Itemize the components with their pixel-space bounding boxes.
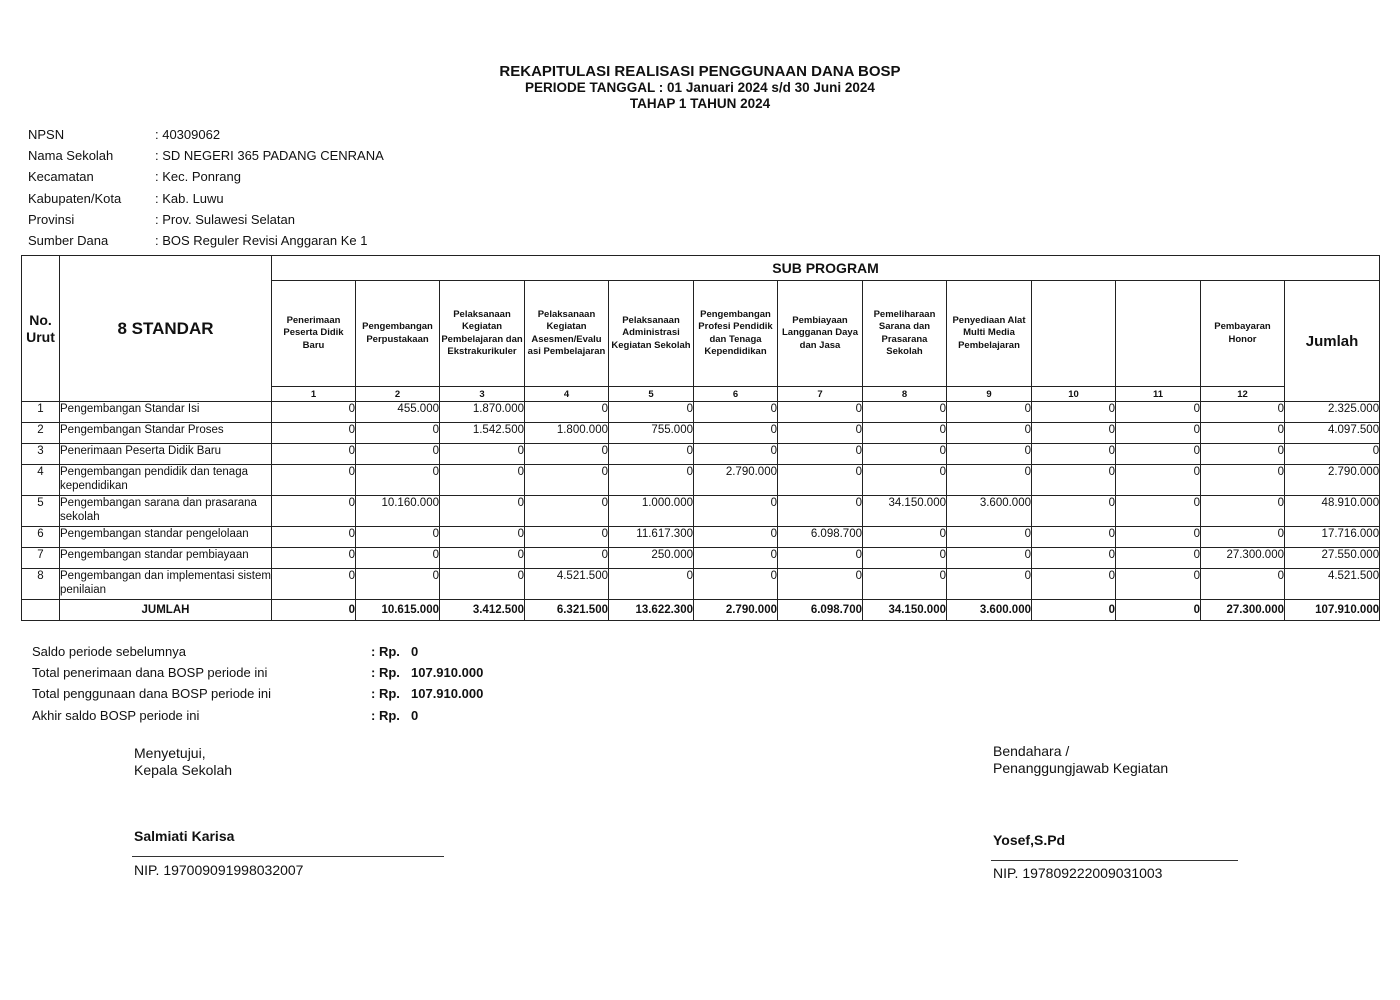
column-header-7: Pembiayaan Langganan Daya dan Jasa bbox=[778, 281, 863, 387]
table-row bbox=[22, 527, 1380, 548]
row-value: 0 bbox=[863, 527, 947, 548]
row-value: 1.542.500 bbox=[440, 423, 525, 444]
column-header-10 bbox=[1032, 281, 1116, 387]
row-standard: Pengembangan standar pengelolaan bbox=[60, 527, 272, 548]
info-value: : BOS Reguler Revisi Anggaran Ke 1 bbox=[155, 233, 368, 249]
row-value: 0 bbox=[947, 465, 1032, 496]
summary-row bbox=[32, 641, 483, 662]
signature-line bbox=[132, 856, 444, 857]
info-row bbox=[28, 145, 384, 166]
table-total-row bbox=[22, 600, 1380, 621]
table-row bbox=[22, 444, 1380, 465]
signature-principal bbox=[134, 745, 444, 885]
row-value: 0 bbox=[1201, 444, 1285, 465]
row-standard: Pengembangan pendidik dan tenaga kependidikan bbox=[60, 465, 272, 496]
row-value: 0 bbox=[1116, 465, 1201, 496]
row-value: 0 bbox=[356, 465, 440, 496]
row-total: 2.325.000 bbox=[1285, 402, 1380, 423]
row-value: 0 bbox=[1201, 527, 1285, 548]
column-number-8: 8 bbox=[863, 387, 947, 402]
signature-role-line1: Menyetujui, bbox=[134, 745, 206, 761]
row-standard: Penerimaan Peserta Didik Baru bbox=[60, 444, 272, 465]
column-number-2: 2 bbox=[356, 387, 440, 402]
row-total: 4.097.500 bbox=[1285, 423, 1380, 444]
column-number-6: 6 bbox=[694, 387, 778, 402]
row-value: 0 bbox=[1032, 569, 1116, 600]
report-header bbox=[0, 63, 1400, 112]
row-value: 11.617.300 bbox=[609, 527, 694, 548]
row-value: 0 bbox=[440, 496, 525, 527]
row-value: 455.000 bbox=[356, 402, 440, 423]
signature-role-line2: Penanggungjawab Kegiatan bbox=[993, 760, 1169, 776]
row-value: 0 bbox=[1116, 444, 1201, 465]
column-number-4: 4 bbox=[525, 387, 609, 402]
total-value: 27.300.000 bbox=[1201, 600, 1285, 621]
row-value: 0 bbox=[525, 402, 609, 423]
grand-total: 107.910.000 bbox=[1285, 600, 1380, 621]
school-info bbox=[28, 124, 384, 251]
row-value: 0 bbox=[863, 569, 947, 600]
row-value: 0 bbox=[356, 423, 440, 444]
balance-summary bbox=[32, 641, 483, 726]
row-value: 0 bbox=[525, 465, 609, 496]
total-value: 6.098.700 bbox=[778, 600, 863, 621]
table-row bbox=[22, 569, 1380, 600]
row-value: 0 bbox=[778, 402, 863, 423]
column-number-12: 12 bbox=[1201, 387, 1285, 402]
summary-label: Saldo periode sebelumnya bbox=[32, 644, 186, 660]
column-header-9: Penyediaan Alat Multi Media Pembelajaran bbox=[947, 281, 1032, 387]
row-value: 0 bbox=[863, 444, 947, 465]
column-header-4: Pelaksanaan Kegiatan Asesmen/Evalu asi Pembelajaran bbox=[525, 281, 609, 387]
total-value: 34.150.000 bbox=[863, 600, 947, 621]
signature-role-line1: Bendahara / bbox=[993, 743, 1070, 759]
header-jumlah: Jumlah bbox=[1285, 281, 1380, 402]
row-value: 0 bbox=[778, 548, 863, 569]
info-value: : 40309062 bbox=[155, 127, 221, 143]
row-value: 0 bbox=[272, 465, 356, 496]
row-value: 0 bbox=[356, 569, 440, 600]
summary-value: 107.910.000 bbox=[411, 665, 484, 681]
row-value: 6.098.700 bbox=[778, 527, 863, 548]
row-value: 0 bbox=[1116, 496, 1201, 527]
row-value: 0 bbox=[694, 423, 778, 444]
row-value: 0 bbox=[440, 548, 525, 569]
row-value: 0 bbox=[525, 548, 609, 569]
row-value: 0 bbox=[272, 548, 356, 569]
summary-value: 0 bbox=[411, 644, 419, 660]
row-value: 0 bbox=[1032, 423, 1116, 444]
row-standard: Pengembangan Standar Proses bbox=[60, 423, 272, 444]
column-header-11 bbox=[1116, 281, 1201, 387]
column-number-5: 5 bbox=[609, 387, 694, 402]
summary-currency: : Rp. bbox=[371, 644, 400, 660]
total-row-number bbox=[22, 600, 60, 621]
summary-label: Total penerimaan dana BOSP periode ini bbox=[32, 665, 268, 681]
row-number: 8 bbox=[22, 569, 60, 600]
row-total: 48.910.000 bbox=[1285, 496, 1380, 527]
row-value: 0 bbox=[1032, 465, 1116, 496]
row-value: 0 bbox=[863, 423, 947, 444]
summary-label: Total penggunaan dana BOSP periode ini bbox=[32, 686, 272, 702]
row-value: 0 bbox=[1116, 402, 1201, 423]
header-8-standar: 8 STANDAR bbox=[60, 256, 272, 402]
row-value: 0 bbox=[694, 527, 778, 548]
row-value: 0 bbox=[525, 527, 609, 548]
total-value: 3.600.000 bbox=[947, 600, 1032, 621]
info-row bbox=[28, 188, 384, 209]
column-header-1: Penerimaan Peserta Didik Baru bbox=[272, 281, 356, 387]
row-value: 0 bbox=[440, 527, 525, 548]
info-row bbox=[28, 166, 384, 187]
total-value: 13.622.300 bbox=[609, 600, 694, 621]
column-number-1: 1 bbox=[272, 387, 356, 402]
row-value: 0 bbox=[863, 548, 947, 569]
column-number-10: 10 bbox=[1032, 387, 1116, 402]
row-value: 0 bbox=[694, 569, 778, 600]
table-row bbox=[22, 496, 1380, 527]
column-header-2: Pengembangan Perpustakaan bbox=[356, 281, 440, 387]
info-label: Kabupaten/Kota bbox=[28, 190, 122, 206]
row-value: 1.800.000 bbox=[525, 423, 609, 444]
row-value: 4.521.500 bbox=[525, 569, 609, 600]
summary-row bbox=[32, 705, 483, 726]
row-value: 0 bbox=[947, 527, 1032, 548]
row-value: 0 bbox=[1032, 527, 1116, 548]
row-value: 0 bbox=[272, 496, 356, 527]
row-number: 1 bbox=[22, 402, 60, 423]
row-value: 0 bbox=[947, 548, 1032, 569]
row-value: 0 bbox=[1032, 402, 1116, 423]
signature-name: Salmiati Karisa bbox=[134, 828, 235, 844]
row-value: 0 bbox=[778, 423, 863, 444]
total-value: 0 bbox=[1032, 600, 1116, 621]
table-row bbox=[22, 548, 1380, 569]
row-value: 0 bbox=[778, 465, 863, 496]
row-standard: Pengembangan Standar Isi bbox=[60, 402, 272, 423]
row-value: 0 bbox=[1201, 496, 1285, 527]
row-value: 0 bbox=[272, 569, 356, 600]
row-number: 4 bbox=[22, 465, 60, 496]
info-value: : Kec. Ponrang bbox=[155, 169, 241, 185]
row-value: 10.160.000 bbox=[356, 496, 440, 527]
column-header-8: Pemeliharaan Sarana dan Prasarana Sekolah bbox=[863, 281, 947, 387]
row-value: 3.600.000 bbox=[947, 496, 1032, 527]
row-value: 0 bbox=[272, 423, 356, 444]
row-value: 0 bbox=[609, 569, 694, 600]
info-label: Provinsi bbox=[28, 211, 75, 227]
row-value: 0 bbox=[778, 569, 863, 600]
signature-line bbox=[991, 860, 1238, 861]
row-value: 0 bbox=[694, 402, 778, 423]
row-value: 0 bbox=[440, 444, 525, 465]
row-value: 0 bbox=[1032, 548, 1116, 569]
total-value: 6.321.500 bbox=[525, 600, 609, 621]
row-value: 0 bbox=[694, 496, 778, 527]
summary-currency: : Rp. bbox=[371, 686, 400, 702]
row-standard: Pengembangan dan implementasi sistem penilaian bbox=[60, 569, 272, 600]
info-value: : Kab. Luwu bbox=[155, 190, 224, 206]
row-value: 0 bbox=[947, 444, 1032, 465]
info-row bbox=[28, 209, 384, 230]
row-value: 1.000.000 bbox=[609, 496, 694, 527]
row-value: 0 bbox=[1116, 527, 1201, 548]
row-value: 0 bbox=[272, 527, 356, 548]
summary-label: Akhir saldo BOSP periode ini bbox=[32, 707, 200, 723]
row-value: 0 bbox=[1116, 569, 1201, 600]
row-value: 2.790.000 bbox=[694, 465, 778, 496]
row-value: 0 bbox=[525, 496, 609, 527]
column-header-3: Pelaksanaan Kegiatan Pembelajaran dan Ekstrakurikuler bbox=[440, 281, 525, 387]
info-label: NPSN bbox=[28, 127, 65, 143]
total-row-label: JUMLAH bbox=[60, 600, 272, 621]
total-value: 0 bbox=[272, 600, 356, 621]
row-total: 17.716.000 bbox=[1285, 527, 1380, 548]
summary-currency: : Rp. bbox=[371, 665, 400, 681]
row-value: 0 bbox=[778, 496, 863, 527]
report-stage: TAHAP 1 TAHUN 2024 bbox=[629, 96, 771, 111]
summary-value: 107.910.000 bbox=[411, 686, 484, 702]
row-value: 0 bbox=[1032, 444, 1116, 465]
column-header-12: Pembayaran Honor bbox=[1201, 281, 1285, 387]
row-value: 0 bbox=[1116, 423, 1201, 444]
row-value: 1.870.000 bbox=[440, 402, 525, 423]
info-label: Sumber Dana bbox=[28, 233, 109, 249]
row-value: 0 bbox=[1201, 402, 1285, 423]
column-number-7: 7 bbox=[778, 387, 863, 402]
signature-role-line2: Kepala Sekolah bbox=[134, 762, 233, 778]
row-value: 0 bbox=[863, 402, 947, 423]
report-title: REKAPITULASI REALISASI PENGGUNAAN DANA BOSP bbox=[499, 63, 901, 80]
header-sub-program: SUB PROGRAM bbox=[272, 256, 1380, 281]
row-total: 4.521.500 bbox=[1285, 569, 1380, 600]
total-value: 10.615.000 bbox=[356, 600, 440, 621]
total-value: 2.790.000 bbox=[694, 600, 778, 621]
row-value: 0 bbox=[947, 569, 1032, 600]
info-label: Kecamatan bbox=[28, 169, 94, 185]
summary-currency: : Rp. bbox=[371, 707, 400, 723]
report-period: PERIODE TANGGAL : 01 Januari 2024 s/d 30 Juni 2024 bbox=[525, 80, 875, 95]
row-value: 0 bbox=[609, 465, 694, 496]
row-value: 0 bbox=[1116, 548, 1201, 569]
row-value: 250.000 bbox=[609, 548, 694, 569]
column-number-9: 9 bbox=[947, 387, 1032, 402]
info-value: : SD NEGERI 365 PADANG CENRANA bbox=[155, 148, 384, 164]
row-value: 34.150.000 bbox=[863, 496, 947, 527]
row-value: 0 bbox=[440, 465, 525, 496]
signature-name: Yosef,S.Pd bbox=[993, 832, 1066, 848]
row-value: 0 bbox=[1201, 569, 1285, 600]
signature-nip: NIP. 197009091998032007 bbox=[134, 862, 304, 878]
row-total: 27.550.000 bbox=[1285, 548, 1380, 569]
summary-row bbox=[32, 662, 483, 683]
signature-nip: NIP. 197809222009031003 bbox=[993, 865, 1163, 881]
row-total: 2.790.000 bbox=[1285, 465, 1380, 496]
total-value: 0 bbox=[1116, 600, 1201, 621]
row-value: 0 bbox=[272, 444, 356, 465]
row-number: 3 bbox=[22, 444, 60, 465]
row-value: 0 bbox=[1032, 496, 1116, 527]
row-number: 6 bbox=[22, 527, 60, 548]
row-number: 7 bbox=[22, 548, 60, 569]
row-value: 27.300.000 bbox=[1201, 548, 1285, 569]
recap-table bbox=[21, 255, 1380, 621]
row-value: 0 bbox=[356, 444, 440, 465]
row-value: 0 bbox=[1201, 465, 1285, 496]
row-value: 0 bbox=[947, 402, 1032, 423]
row-value: 0 bbox=[694, 548, 778, 569]
row-standard: Pengembangan standar pembiayaan bbox=[60, 548, 272, 569]
row-value: 0 bbox=[947, 423, 1032, 444]
header-no-urut: No. Urut bbox=[22, 256, 60, 402]
info-row bbox=[28, 124, 384, 145]
row-total: 0 bbox=[1285, 444, 1380, 465]
table-row bbox=[22, 465, 1380, 496]
table-row bbox=[22, 423, 1380, 444]
row-value: 0 bbox=[356, 548, 440, 569]
column-header-5: Pelaksanaan Administrasi Kegiatan Sekolah bbox=[609, 281, 694, 387]
column-header-6: Pengembangan Profesi Pendidik dan Tenaga Kependidikan bbox=[694, 281, 778, 387]
summary-row bbox=[32, 683, 483, 704]
signature-treasurer bbox=[993, 743, 1238, 883]
row-value: 0 bbox=[440, 569, 525, 600]
row-standard: Pengembangan sarana dan prasarana sekolah bbox=[60, 496, 272, 527]
row-value: 0 bbox=[694, 444, 778, 465]
row-value: 0 bbox=[609, 444, 694, 465]
row-value: 755.000 bbox=[609, 423, 694, 444]
row-value: 0 bbox=[356, 527, 440, 548]
info-value: : Prov. Sulawesi Selatan bbox=[155, 211, 295, 227]
row-value: 0 bbox=[778, 444, 863, 465]
column-number-11: 11 bbox=[1116, 387, 1201, 402]
row-value: 0 bbox=[863, 465, 947, 496]
summary-value: 0 bbox=[411, 707, 419, 723]
column-number-3: 3 bbox=[440, 387, 525, 402]
row-value: 0 bbox=[525, 444, 609, 465]
table-row bbox=[22, 402, 1380, 423]
row-value: 0 bbox=[272, 402, 356, 423]
info-row bbox=[28, 230, 384, 251]
row-value: 0 bbox=[609, 402, 694, 423]
info-label: Nama Sekolah bbox=[28, 148, 114, 164]
row-number: 5 bbox=[22, 496, 60, 527]
row-value: 0 bbox=[1201, 423, 1285, 444]
row-number: 2 bbox=[22, 423, 60, 444]
total-value: 3.412.500 bbox=[440, 600, 525, 621]
